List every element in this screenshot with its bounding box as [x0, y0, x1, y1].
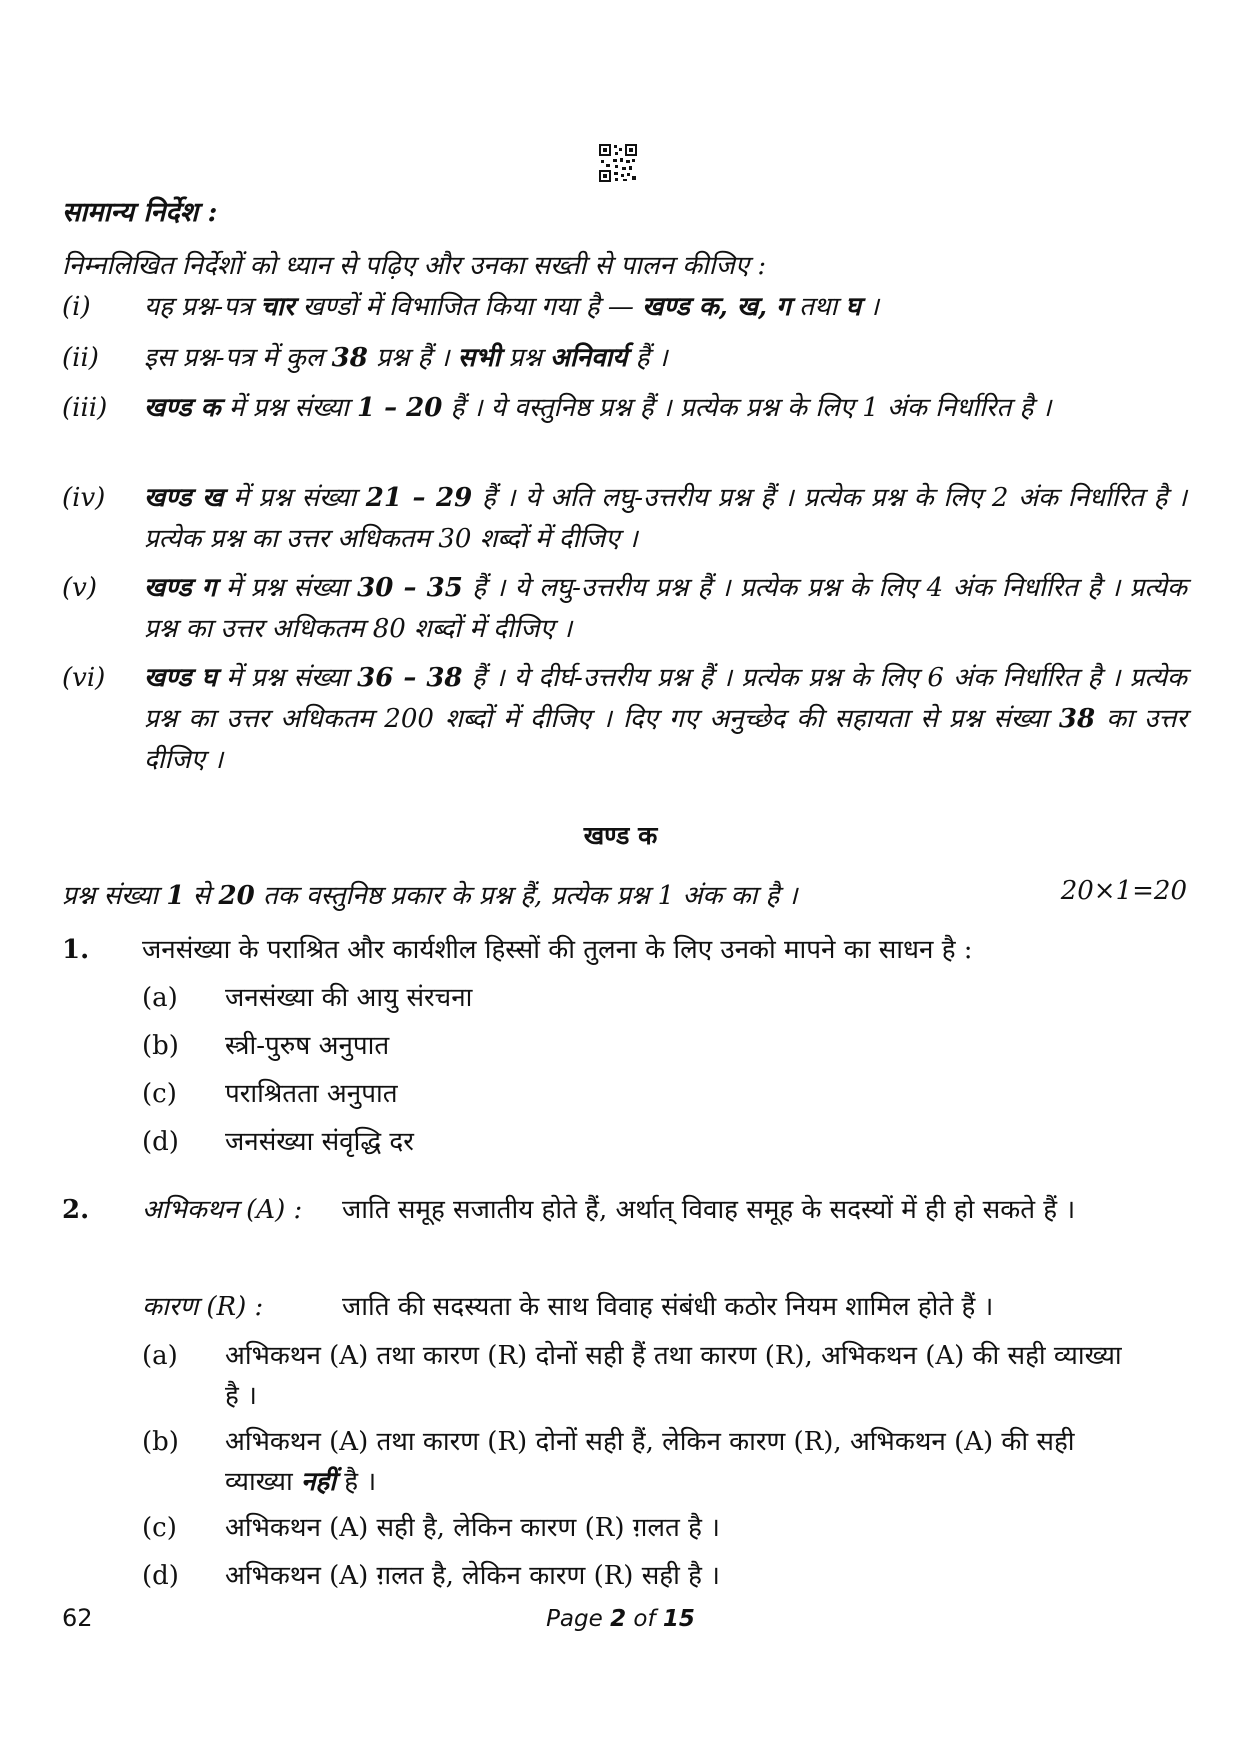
section-marks: 20×1=20	[1060, 876, 1187, 906]
question-1-option-d	[142, 1122, 1142, 1162]
option-label: (c)	[142, 1513, 177, 1543]
question-1	[62, 930, 1187, 970]
option-label: (a)	[142, 1341, 178, 1371]
instruction-number: (iv)	[62, 483, 106, 513]
option-label: (c)	[142, 1079, 177, 1109]
option-text: जनसंख्या की आयु संरचना	[225, 983, 473, 1013]
instruction-item: (ii) इस प्रश्न-पत्र में कुल 38 प्रश्न हैं । सभी प्रश्न अनिवार्य हैं ।	[62, 338, 1187, 379]
instruction-item: (v) खण्ड ग में प्रश्न संख्या 30 – 35 हैं । ये लघु-उत्तरीय प्रश्न हैं । प्रत्येक प्रश्न के लिए 4 अंक निर्धारित है । प्रत्येक प्रश्न का उत्तर अधिकतम 80 शब्दों में दीजिए ।	[62, 568, 1187, 650]
option-label: (d)	[142, 1127, 179, 1157]
option-text: अभिकथन (A) तथा कारण (R) दोनों सही हैं, लेकिन कारण (R), अभिकथन (A) की सही व्याख्या नहीं है ।	[225, 1427, 1075, 1497]
instruction-number: (vi)	[62, 663, 106, 693]
instruction-item: (iv) खण्ड ख में प्रश्न संख्या 21 – 29 हैं । ये अति लघु-उत्तरीय प्रश्न हैं । प्रत्येक प्रश्न के लिए 2 अंक निर्धारित है । प्रत्येक प्रश्न का उत्तर अधिकतम 30 शब्दों में दीजिए ।	[62, 478, 1187, 560]
section-title: खण्ड क	[583, 821, 658, 850]
option-label: (b)	[142, 1031, 179, 1061]
question-text: जनसंख्या के पराश्रित और कार्यशील हिस्सों की तुलना के लिए उनको मापने का साधन है :	[142, 935, 973, 965]
option-label: (b)	[142, 1427, 179, 1457]
assertion-text: जाति समूह सजातीय होते हैं, अर्थात् विवाह समूह के सदस्यों में ही हो सकते हैं ।	[342, 1195, 1076, 1225]
question-1-option-a	[142, 978, 1142, 1018]
reason	[142, 1287, 1117, 1327]
question-1-option-b	[142, 1026, 1142, 1066]
instruction-number: (ii)	[62, 343, 99, 373]
reason-label: कारण (R) :	[142, 1292, 264, 1322]
question-2-option-d	[142, 1556, 1142, 1596]
instruction-number: (v)	[62, 573, 97, 603]
instruction-item: (iii) खण्ड क में प्रश्न संख्या 1 – 20 हैं । ये वस्तुनिष्ठ प्रश्न हैं । प्रत्येक प्रश्न के लिए 1 अंक निर्धारित है ।	[62, 388, 1187, 429]
question-2-option-c	[142, 1508, 1142, 1548]
option-text: पराश्रितता अनुपात	[225, 1079, 398, 1109]
paper-code: 62	[62, 1604, 93, 1632]
question-1-option-c	[142, 1074, 1142, 1114]
assertion-label: अभिकथन (A) :	[142, 1195, 303, 1225]
option-text: स्त्री-पुरुष अनुपात	[225, 1031, 390, 1061]
instruction-item: (vi) खण्ड घ में प्रश्न संख्या 36 – 38 हैं । ये दीर्घ-उत्तरीय प्रश्न हैं । प्रत्येक प्रश्न के लिए 6 अंक निर्धारित है । प्रत्येक प्रश्न का उत्तर अधिकतम 200 शब्दों में दीजिए । दिए गए अनुच्छेद की सहायता से प्रश्न संख्या 38 का उत्तर दीजिए ।	[62, 658, 1187, 781]
question-2-option-a	[142, 1336, 1122, 1416]
option-text: अभिकथन (A) ग़लत है, लेकिन कारण (R) सही है ।	[225, 1561, 721, 1591]
question-number: 2.	[62, 1195, 90, 1225]
reason-text: जाति की सदस्यता के साथ विवाह संबंधी कठोर नियम शामिल होते हैं ।	[342, 1292, 994, 1322]
option-label: (d)	[142, 1561, 179, 1591]
qr-code-icon	[598, 143, 638, 183]
section-instruction: प्रश्न संख्या 1 से 20 तक वस्तुनिष्ठ प्रकार के प्रश्न हैं, प्रत्येक प्रश्न 1 अंक का है । 20×1=20	[62, 876, 1187, 911]
general-instructions-heading: सामान्य निर्देश :	[62, 197, 218, 228]
option-text: अभिकथन (A) तथा कारण (R) दोनों सही हैं तथा कारण (R), अभिकथन (A) की सही व्याख्या है ।	[225, 1341, 1122, 1411]
question-number: 1.	[62, 935, 90, 965]
instruction-number: (i)	[62, 292, 91, 322]
instruction-number: (iii)	[62, 393, 108, 423]
option-label: (a)	[142, 983, 178, 1013]
option-text: अभिकथन (A) सही है, लेकिन कारण (R) ग़लत है ।	[225, 1513, 721, 1543]
page-number: Page 2 of 15	[546, 1606, 695, 1632]
option-text: जनसंख्या संवृद्धि दर	[225, 1127, 414, 1157]
instruction-item: (i) यह प्रश्न-पत्र चार खण्डों में विभाजित किया गया है — खण्ड क, ख, ग तथा घ ।	[62, 287, 1187, 328]
instructions-intro: निम्नलिखित निर्देशों को ध्यान से पढ़िए और उनका सख्ती से पालन कीजिए :	[62, 251, 767, 281]
assertion	[142, 1190, 1117, 1230]
question-2-option-b	[142, 1422, 1122, 1502]
